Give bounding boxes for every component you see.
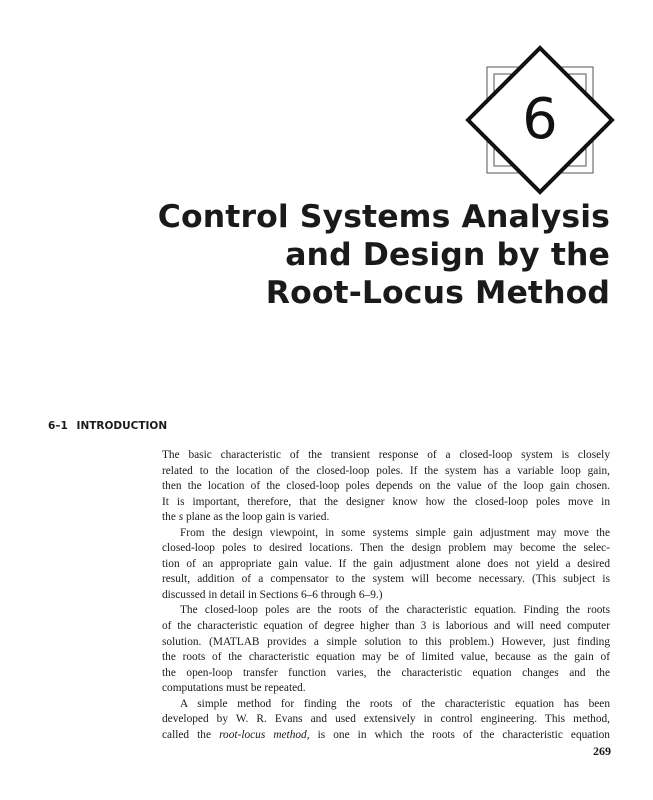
chapter-title <box>50 198 610 312</box>
text-line: discussed in detail in Sections 6–6 through 6–9.) <box>162 588 383 601</box>
text-line: of the characteristic equation of degree higher than 3 is laborious and will need computer <box>162 620 610 633</box>
paragraph <box>162 603 610 696</box>
chapter-number-emblem <box>462 42 618 198</box>
italic-term: root-locus method, <box>219 728 310 741</box>
text-line: related to the location of the closed-loop poles. If the system has a variable loop gain, <box>162 464 610 477</box>
chapter-number: 6 <box>522 87 558 152</box>
text-line: result, addition of a compensator to the system will become necessary. (This subject is <box>162 573 610 586</box>
paragraph <box>162 526 610 604</box>
text-line: It is important, therefore, that the designer know how the closed-loop poles move in <box>162 495 610 508</box>
text-line: the roots of the characteristic equation may be of limited value, because as the gain of <box>162 651 610 664</box>
text-line: the open-loop transfer function varies, the characteristic equation changes and the <box>162 666 610 679</box>
text-line: tion of an appropriate gain value. If the gain adjustment alone does not yield a desired <box>162 557 610 570</box>
section-heading <box>48 420 167 432</box>
text-line: solution. (MATLAB provides a simple solution to this problem.) However, just finding <box>162 635 610 648</box>
text-line: then the location of the closed-loop poles depends on the value of the loop gain chosen. <box>162 480 610 493</box>
text-line: called the root-locus method, is one in which the roots of the characteristic equation <box>162 728 610 741</box>
text-line: the s plane as the loop gain is varied. <box>162 511 330 524</box>
text-line: developed by W. R. Evans and used extensively in control engineering. This method, <box>162 713 610 726</box>
paragraph <box>162 448 610 526</box>
section-title: INTRODUCTION <box>76 420 168 432</box>
text-line: The basic characteristic of the transient response of a closed-loop system is closely <box>162 449 610 461</box>
chapter-title-line: Control Systems Analysis <box>157 199 610 235</box>
text-line: From the design viewpoint, in some systems simple gain adjustment may move the <box>180 526 610 539</box>
body-text <box>162 448 610 743</box>
text-line: computations must be repeated. <box>162 682 306 695</box>
text-line: A simple method for finding the roots of the characteristic equation has been <box>180 697 610 710</box>
text-line: The closed-loop poles are the roots of the characteristic equation. Finding the roots <box>180 604 610 617</box>
italic-symbol: s <box>178 511 184 524</box>
text-line: closed-loop poles to desired locations. Then the design problem may become the selec- <box>162 542 610 555</box>
page-number: 269 <box>593 744 611 758</box>
chapter-title-line: Root-Locus Method <box>265 275 610 311</box>
paragraph <box>162 697 610 744</box>
chapter-title-line: and Design by the <box>285 237 610 273</box>
section-number: 6–1 <box>48 420 68 432</box>
